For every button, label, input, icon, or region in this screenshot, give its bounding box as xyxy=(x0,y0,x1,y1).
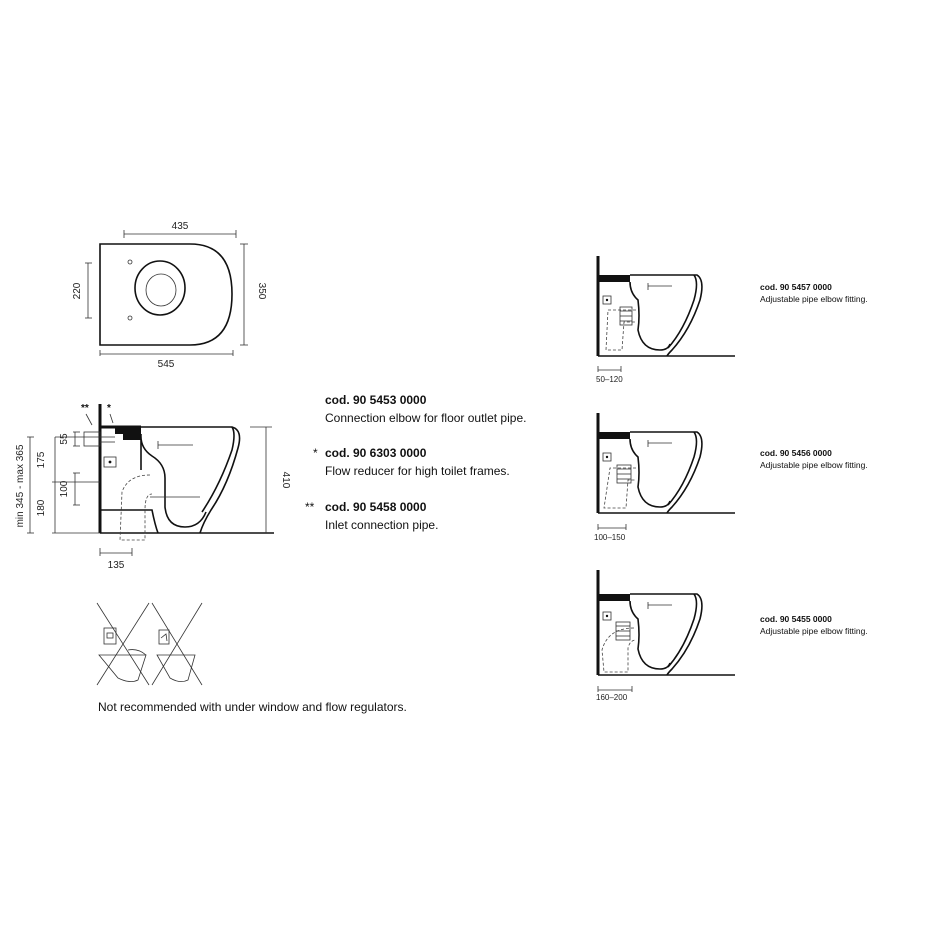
fitting-2-title: cod. 90 5456 0000 xyxy=(760,448,832,458)
code-3-desc: Inlet connection pipe. xyxy=(325,518,439,532)
code-2-title: cod. 90 6303 0000 xyxy=(325,446,427,460)
fitting-1-desc: Adjustable pipe elbow fitting. xyxy=(760,294,868,304)
fitting-2-drawing xyxy=(598,413,735,530)
top-view-outline xyxy=(100,244,232,345)
dim-height-left: 220 xyxy=(72,282,83,300)
top-view-bowl xyxy=(135,261,185,315)
fixing-hole-top xyxy=(128,260,132,264)
code-2-marker: * xyxy=(313,446,318,460)
fixing-hole-bottom xyxy=(128,316,132,320)
fitting-3-range: 160–200 xyxy=(596,693,628,702)
dim-range: min 345 - max 365 xyxy=(15,444,26,528)
marker-single-star: * xyxy=(107,403,111,414)
drain-elbow-dashed xyxy=(120,475,152,540)
marker-double-star: ** xyxy=(81,403,89,414)
code-2-desc: Flow reducer for high toilet frames. xyxy=(325,464,510,478)
dim-width-bottom: 545 xyxy=(157,359,175,370)
fitting-3-title: cod. 90 5455 0000 xyxy=(760,614,832,624)
code-1-desc: Connection elbow for floor outlet pipe. xyxy=(325,411,527,425)
dim-height-right: 350 xyxy=(256,282,267,300)
fitting-1-range: 50–120 xyxy=(596,375,623,384)
side-view xyxy=(15,403,291,571)
code-3-marker: ** xyxy=(305,500,315,514)
dim-175: 175 xyxy=(36,451,47,469)
fitting-2-desc: Adjustable pipe elbow fitting. xyxy=(760,460,868,470)
fitting-1-drawing xyxy=(598,256,735,372)
fitting-1-title: cod. 90 5457 0000 xyxy=(760,282,832,292)
fitting-2-range: 100–150 xyxy=(594,533,626,542)
top-view-bowl-inner xyxy=(146,274,176,306)
fitting-3-desc: Adjustable pipe elbow fitting. xyxy=(760,626,868,636)
not-recommended-note: Not recommended with under window and flow regulators. xyxy=(98,700,407,714)
dim-135: 135 xyxy=(107,560,125,571)
crossed-window-cistern-icon xyxy=(152,603,202,685)
fitting-3-drawing xyxy=(598,570,735,692)
dim-100: 100 xyxy=(59,480,70,498)
dim-width-top: 435 xyxy=(171,221,189,232)
codes-list xyxy=(305,393,526,532)
dim-55: 55 xyxy=(59,433,70,445)
dim-180: 180 xyxy=(36,499,47,517)
dim-height-410: 410 xyxy=(280,471,291,489)
crossed-flush-panel-icon xyxy=(97,603,149,685)
code-3-title: cod. 90 5458 0000 xyxy=(325,500,427,514)
side-view-bowl xyxy=(141,434,206,527)
code-1-title: cod. 90 5453 0000 xyxy=(325,393,427,407)
side-view-outer xyxy=(141,427,240,533)
top-view xyxy=(72,221,267,370)
inlet-pipe xyxy=(84,432,100,446)
